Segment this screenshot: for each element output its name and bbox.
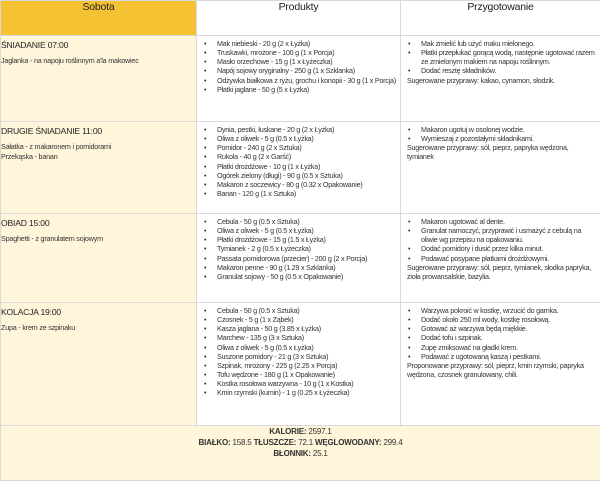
- bullet-icon: •: [204, 76, 206, 85]
- list-item-text: Oliwa z oliwek - 5 g (0.5 x Łyżka): [217, 134, 314, 143]
- bullet-icon: •: [204, 379, 206, 388]
- protein-value: 158.5: [233, 438, 252, 447]
- list-item: [203, 57, 396, 66]
- bullet-icon: •: [204, 244, 206, 253]
- list-item: [203, 180, 396, 189]
- list-item: [203, 352, 396, 361]
- bullet-icon: •: [204, 263, 206, 272]
- list-item: [203, 306, 396, 315]
- meal-info: [1, 36, 197, 122]
- meal-title: DRUGIE ŚNIADANIE 11:00: [1, 122, 196, 136]
- meal-info: [1, 303, 197, 426]
- bullet-icon: •: [408, 315, 410, 324]
- bullet-icon: •: [204, 315, 206, 324]
- meal-info: [1, 214, 197, 303]
- meal-info: [1, 122, 197, 214]
- spices-note: Sugerowane przyprawy: sól, pieprz, tymianek, słodka papryka, zioła prowansalskie, bazylia.: [401, 263, 600, 281]
- list-item-text: Cebula - 50 g (0.5 x Sztuka): [217, 306, 300, 315]
- bullet-icon: •: [204, 125, 206, 134]
- list-item: [203, 171, 396, 180]
- preparation-cell: [401, 214, 600, 303]
- products-header: Produkty: [197, 1, 401, 36]
- list-item: [203, 388, 396, 397]
- list-item-text: Warzywa pokroić w kostkę, wrzucić do garnka.: [421, 306, 558, 315]
- bullet-icon: •: [204, 180, 206, 189]
- list-item: [407, 134, 596, 143]
- products-cell: [197, 214, 401, 303]
- list-item: [203, 244, 396, 253]
- bullet-icon: •: [204, 272, 206, 281]
- steps-list: [401, 303, 600, 361]
- list-item: [203, 85, 396, 94]
- products-list: [197, 214, 400, 281]
- bullet-icon: •: [204, 152, 206, 161]
- bullet-icon: •: [408, 306, 410, 315]
- list-item-text: Dodać tofu i szpinak.: [421, 333, 482, 342]
- carbs-label: WĘGLOWODANY:: [315, 438, 381, 447]
- list-item: [203, 125, 396, 134]
- list-item-text: Masło orzechowe - 15 g (1 x Łyżeczka): [217, 57, 332, 66]
- list-item-text: Oliwa z oliwek - 5 g (0.5 x Łyżka): [217, 343, 314, 352]
- fiber-label: BŁONNIK:: [273, 449, 311, 458]
- list-item: [203, 315, 396, 324]
- bullet-icon: •: [408, 134, 410, 143]
- preparation-cell: [401, 36, 600, 122]
- bullet-icon: •: [204, 333, 206, 342]
- list-item-text: Granulat namoczyć, przyprawić i usmażyć z cebulą na oliwie wg przepisu na opakowaniu.: [421, 226, 581, 244]
- list-item: [203, 134, 396, 143]
- bullet-icon: •: [204, 143, 206, 152]
- calories-label: KALORIE:: [269, 427, 306, 436]
- list-item: [203, 189, 396, 198]
- carbs-value: 299.4: [383, 438, 402, 447]
- list-item: [203, 254, 396, 263]
- list-item-text: Płatki jaglane - 50 g (5 x Łyżka): [217, 85, 309, 94]
- preparation-header: Przygotowanie: [401, 1, 600, 36]
- bullet-icon: •: [204, 48, 206, 57]
- list-item: [407, 125, 596, 134]
- bullet-icon: •: [204, 370, 206, 379]
- list-item: [407, 39, 596, 48]
- list-item: [407, 306, 596, 315]
- list-item-text: Pomidor - 240 g (2 x Sztuka): [217, 143, 301, 152]
- table-header: [1, 1, 600, 36]
- bullet-icon: •: [204, 171, 206, 180]
- steps-list: [401, 214, 600, 263]
- steps-list: [401, 36, 600, 76]
- list-item-text: Dodać pomidory i dusić przez kilka minut.: [421, 244, 543, 253]
- list-item-text: Marchew - 135 g (3 x Sztuka): [217, 333, 304, 342]
- bullet-icon: •: [204, 66, 206, 75]
- preparation-cell: [401, 122, 600, 214]
- bullet-icon: •: [204, 39, 206, 48]
- list-item-text: Kmin rzymski (kumin) - 1 g (0.25 x Łyżeczka): [217, 388, 349, 397]
- list-item-text: Odżywka białkowa z ryżu, grochu i konopii - 30 g (1 x Porcja): [217, 76, 396, 85]
- bullet-icon: •: [204, 343, 206, 352]
- bullet-icon: •: [408, 39, 410, 48]
- list-item-text: Kasza jaglana - 50 g (3.85 x Łyżka): [217, 324, 321, 333]
- list-item-text: Passata pomidorowa (przecier) - 200 g (2 x Porcja): [217, 254, 367, 263]
- bullet-icon: •: [408, 66, 410, 75]
- list-item-text: Makaron penne - 90 g (1.29 x Szklanka): [217, 263, 335, 272]
- bullet-icon: •: [204, 217, 206, 226]
- list-item-text: Podawać posypane płatkami drożdżowymi.: [421, 254, 549, 263]
- list-item-text: Płatki drożdżowe - 10 g (1 x Łyżka): [217, 162, 320, 171]
- calories-value: 2597.1: [308, 427, 331, 436]
- list-item-text: Suszone pomidory - 21 g (3 x Sztuka): [217, 352, 328, 361]
- bullet-icon: •: [204, 57, 206, 66]
- fat-label: TŁUSZCZE:: [254, 438, 297, 447]
- bullet-icon: •: [204, 254, 206, 263]
- list-item-text: Dodać resztę składników.: [421, 66, 496, 75]
- bullet-icon: •: [408, 217, 410, 226]
- spices-note: Sugerowane przyprawy: kakao, cynamon, słodzik.: [401, 76, 600, 85]
- products-list: [197, 303, 400, 398]
- list-item: [407, 333, 596, 342]
- list-item-text: Płatki przepłukać gorącą wodą, następnie ugotować razem ze zmielonym makiem na napoju roślinnym.: [421, 48, 595, 66]
- list-item-text: Makaron z soczewicy - 80 g (0.32 x Opakowanie): [217, 180, 363, 189]
- list-item-text: Banan - 120 g (1 x Sztuka): [217, 189, 296, 198]
- meal-dish: Zupa - krem ze szpinaku: [1, 317, 196, 333]
- bullet-icon: •: [204, 235, 206, 244]
- list-item: [203, 152, 396, 161]
- meal-title: ŚNIADANIE 07:00: [1, 36, 196, 50]
- list-item: [203, 272, 396, 281]
- list-item: [407, 48, 596, 66]
- list-item: [407, 226, 596, 244]
- list-item: [203, 39, 396, 48]
- list-item: [407, 315, 596, 324]
- list-item-text: Makaron ugotować al dente.: [421, 217, 505, 226]
- list-item: [203, 226, 396, 235]
- list-item-text: Zupę zmiksować na gładki krem.: [421, 343, 518, 352]
- bullet-icon: •: [204, 352, 206, 361]
- list-item-text: Mak zmielić lub użyć maku mielonego.: [421, 39, 535, 48]
- list-item-text: Wymieszaj z pozostałymi składnikami.: [421, 134, 534, 143]
- meal-dish: Sałatka - z makaronem i pomidorami Przekąska - banan: [1, 136, 196, 162]
- macros-line: [1, 437, 600, 448]
- bullet-icon: •: [204, 134, 206, 143]
- list-item: [203, 333, 396, 342]
- list-item: [203, 66, 396, 75]
- preparation-cell: [401, 303, 600, 426]
- meal-title: KOLACJA 19:00: [1, 303, 196, 317]
- list-item: [203, 143, 396, 152]
- list-item-text: Napój sojowy oryginalny - 250 g (1 x Szklanka): [217, 66, 355, 75]
- list-item-text: Makaron ugotuj w osolonej wodzie.: [421, 125, 525, 134]
- products-list: [197, 122, 400, 198]
- products-cell: [197, 303, 401, 426]
- list-item-text: Truskawki, mrożone - 100 g (1 x Porcja): [217, 48, 334, 57]
- bullet-icon: •: [204, 324, 206, 333]
- list-item-text: Mak niebieski - 20 g (2 x Łyżka): [217, 39, 310, 48]
- list-item-text: Szpinak, mrożony - 225 g (2.25 x Porcja): [217, 361, 337, 370]
- list-item: [203, 48, 396, 57]
- list-item: [407, 217, 596, 226]
- day-header: Sobota: [1, 1, 197, 36]
- list-item-text: Kostka rosołowa warzywna - 10 g (1 x Kostka): [217, 379, 353, 388]
- bullet-icon: •: [408, 324, 410, 333]
- nutrition-summary-cell: [1, 426, 600, 481]
- meal-row-dinner: [1, 303, 600, 426]
- list-item-text: Płatki drożdżowe - 15 g (1.5 x Łyżka): [217, 235, 326, 244]
- bullet-icon: •: [408, 343, 410, 352]
- list-item-text: Gotować aż warzywa będą miękkie.: [421, 324, 527, 333]
- list-item: [407, 343, 596, 352]
- bullet-icon: •: [408, 244, 410, 253]
- list-item-text: Ogórek zielony (długi) - 90 g (0.5 x Sztuka): [217, 171, 343, 180]
- products-list: [197, 36, 400, 94]
- products-cell: [197, 122, 401, 214]
- list-item: [203, 217, 396, 226]
- list-item: [203, 324, 396, 333]
- bullet-icon: •: [408, 48, 410, 57]
- meal-dish: Spaghetti - z granulatem sojowym: [1, 228, 196, 244]
- calories-line: [1, 426, 600, 437]
- fat-value: 72.1: [298, 438, 313, 447]
- bullet-icon: •: [204, 226, 206, 235]
- fiber-line: [1, 448, 600, 459]
- list-item: [407, 66, 596, 75]
- spices-note: Sugerowane przyprawy: sól, pieprz, papryka wędzona, tymianek: [401, 143, 600, 161]
- bullet-icon: •: [204, 361, 206, 370]
- list-item: [203, 370, 396, 379]
- list-item-text: Tofu wędzone - 180 g (1 x Opakowanie): [217, 370, 335, 379]
- meal-row-second-breakfast: [1, 122, 600, 214]
- bullet-icon: •: [408, 352, 410, 361]
- list-item: [203, 235, 396, 244]
- list-item-text: Podawać z ugotowaną kaszą i pestkami.: [421, 352, 541, 361]
- bullet-icon: •: [408, 226, 410, 235]
- list-item: [203, 361, 396, 370]
- bullet-icon: •: [204, 189, 206, 198]
- list-item: [203, 263, 396, 272]
- list-item-text: Oliwa z oliwek - 5 g (0.5 x Łyżka): [217, 226, 314, 235]
- meal-title: OBIAD 15:00: [1, 214, 196, 228]
- list-item-text: Dynia, pestki, łuskane - 20 g (2 x Łyżka): [217, 125, 334, 134]
- list-item: [203, 76, 396, 85]
- meal-dish: Jaglanka - na napoju roślinnym a'la makowiec: [1, 50, 196, 66]
- list-item: [203, 162, 396, 171]
- list-item-text: Czosnek - 5 g (1 x Ząbek): [217, 315, 293, 324]
- bullet-icon: •: [408, 254, 410, 263]
- protein-label: BIAŁKO:: [199, 438, 231, 447]
- bullet-icon: •: [408, 125, 410, 134]
- spices-note: Proponowane przyprawy: sól, pieprz, kmin rzymski, papryka wędzona, czosnek granulowany, chili.: [401, 361, 600, 379]
- list-item-text: Cebula - 50 g (0.5 x Sztuka): [217, 217, 300, 226]
- list-item-text: Dodać około 250 ml wody, kostkę rosołową.: [421, 315, 550, 324]
- fiber-value: 25.1: [313, 449, 328, 458]
- bullet-icon: •: [408, 333, 410, 342]
- steps-list: [401, 122, 600, 143]
- list-item-text: Rukola - 40 g (2 x Garść): [217, 152, 291, 161]
- bullet-icon: •: [204, 85, 206, 94]
- list-item: [203, 379, 396, 388]
- meal-row-lunch: [1, 214, 600, 303]
- list-item: [407, 324, 596, 333]
- nutrition-summary: [1, 426, 600, 481]
- bullet-icon: •: [204, 306, 206, 315]
- list-item-text: Granulat sojowy - 50 g (0.5 x Opakowanie): [217, 272, 343, 281]
- meal-row-breakfast: [1, 36, 600, 122]
- list-item: [407, 254, 596, 263]
- list-item: [407, 244, 596, 253]
- list-item: [203, 343, 396, 352]
- list-item: [407, 352, 596, 361]
- products-cell: [197, 36, 401, 122]
- list-item-text: Tymianek - 2 g (0.5 x Łyżeczka): [217, 244, 311, 253]
- bullet-icon: •: [204, 162, 206, 171]
- bullet-icon: •: [204, 388, 206, 397]
